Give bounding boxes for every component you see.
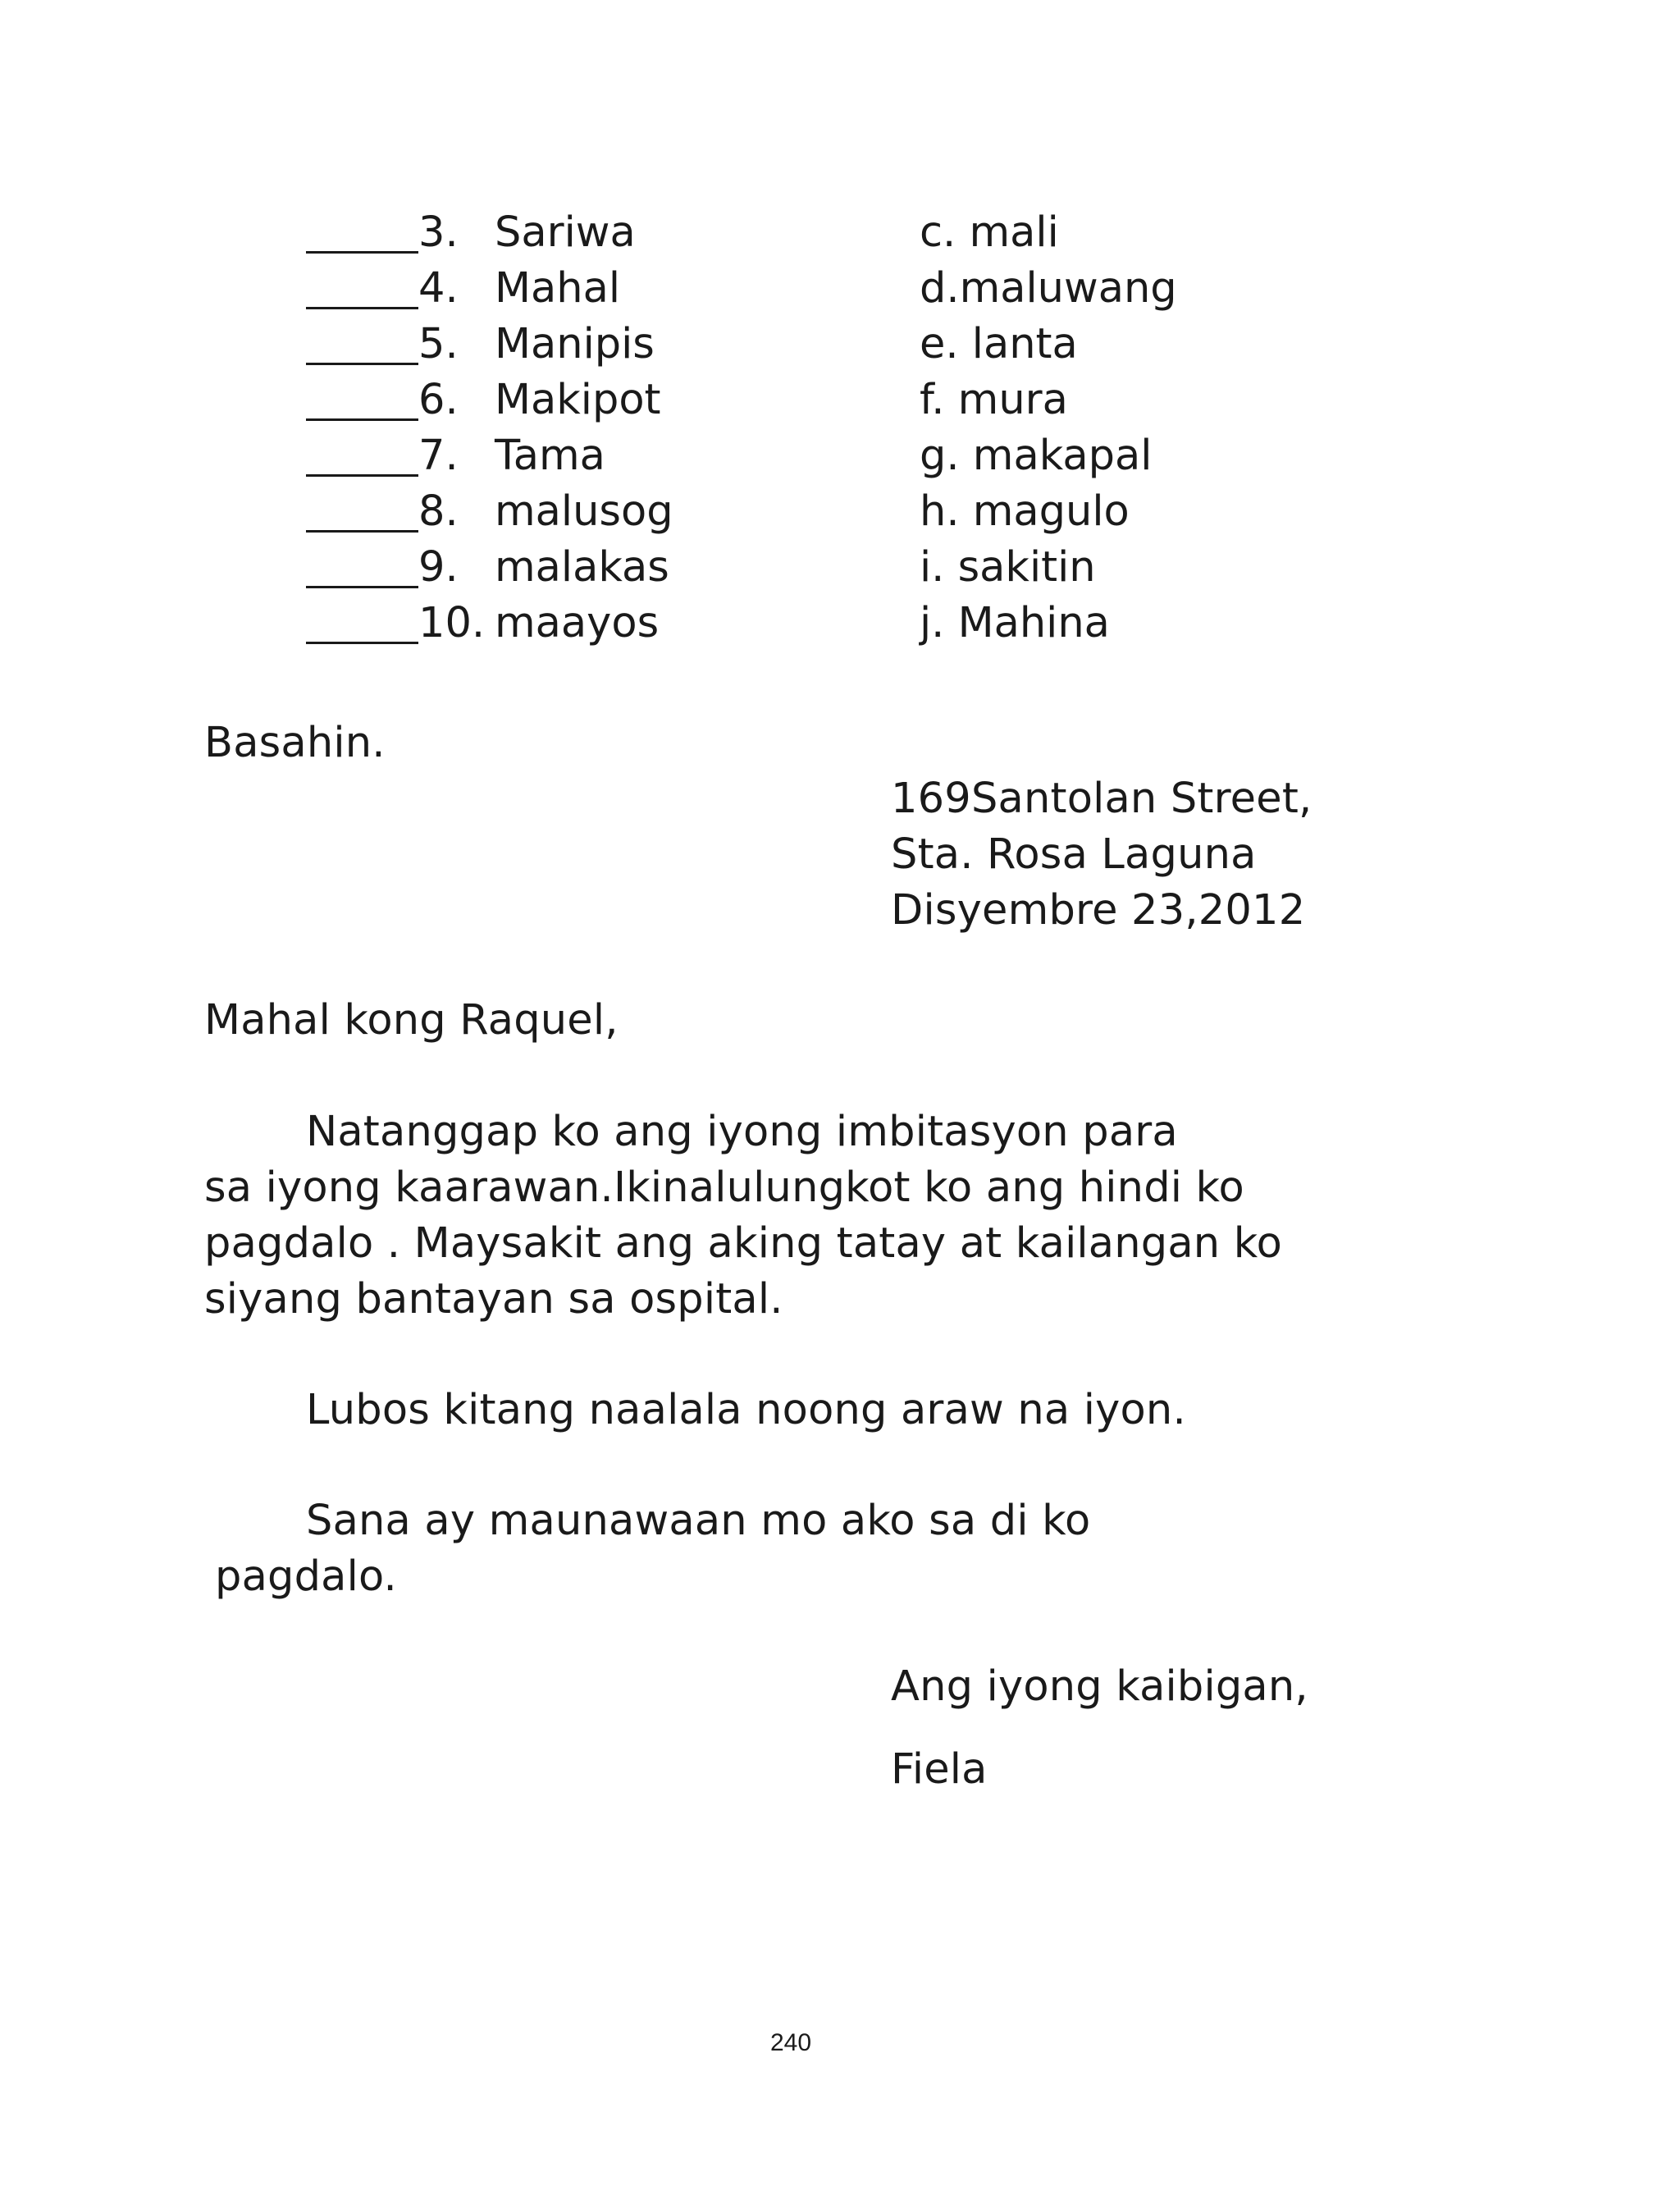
item-number: 7. bbox=[418, 432, 459, 480]
item-word: Manipis bbox=[495, 320, 655, 368]
choice-option: d.maluwang bbox=[920, 264, 1177, 313]
answer-blank[interactable] bbox=[306, 307, 418, 309]
letter-body-line: sa iyong kaarawan.Ikinalulungkot ko ang hindi ko bbox=[204, 1164, 1244, 1212]
answer-blank[interactable] bbox=[306, 586, 418, 588]
answer-blank[interactable] bbox=[306, 251, 418, 254]
item-word: maayos bbox=[495, 599, 660, 647]
letter-date: Disyembre 23,2012 bbox=[891, 886, 1306, 935]
item-number: 9. bbox=[418, 543, 459, 592]
address-line-2: Sta. Rosa Laguna bbox=[891, 830, 1257, 879]
address-line-1: 169Santolan Street, bbox=[891, 775, 1312, 823]
choice-option: e. lanta bbox=[920, 320, 1078, 368]
matching-row bbox=[306, 484, 1290, 540]
letter-signature: Fiela bbox=[891, 1745, 988, 1794]
item-word: Mahal bbox=[495, 264, 620, 313]
choice-option: g. makapal bbox=[920, 432, 1153, 480]
item-word: malusog bbox=[495, 487, 673, 536]
item-word: Tama bbox=[495, 432, 605, 480]
matching-exercise bbox=[306, 205, 1290, 652]
letter-salutation: Mahal kong Raquel, bbox=[204, 996, 619, 1045]
item-word: malakas bbox=[495, 543, 669, 592]
letter-body-line: pagdalo. bbox=[215, 1552, 397, 1601]
choice-option: f. mura bbox=[920, 376, 1068, 424]
letter-body-line: Natanggap ko ang iyong imbitasyon para bbox=[306, 1108, 1178, 1156]
item-number: 3. bbox=[418, 208, 459, 257]
matching-row bbox=[306, 428, 1290, 484]
matching-row bbox=[306, 317, 1290, 373]
answer-blank[interactable] bbox=[306, 642, 418, 644]
matching-row bbox=[306, 205, 1290, 261]
answer-blank[interactable] bbox=[306, 418, 418, 421]
matching-row bbox=[306, 373, 1290, 428]
choice-option: i. sakitin bbox=[920, 543, 1096, 592]
letter-closing: Ang iyong kaibigan, bbox=[891, 1662, 1308, 1711]
matching-row bbox=[306, 596, 1290, 652]
instruction-text: Basahin. bbox=[204, 719, 386, 767]
choice-option: h. magulo bbox=[920, 487, 1130, 536]
answer-blank[interactable] bbox=[306, 363, 418, 365]
item-word: Makipot bbox=[495, 376, 661, 424]
item-number: 5. bbox=[418, 320, 459, 368]
matching-row bbox=[306, 540, 1290, 596]
letter-body-line: pagdalo . Maysakit ang aking tatay at kailangan ko bbox=[204, 1219, 1283, 1268]
page-number: 240 bbox=[769, 2029, 812, 2056]
answer-blank[interactable] bbox=[306, 474, 418, 477]
letter-body-line: siyang bantayan sa ospital. bbox=[204, 1275, 783, 1324]
item-number: 8. bbox=[418, 487, 459, 536]
choice-option: j. Mahina bbox=[920, 599, 1110, 647]
item-word: Sariwa bbox=[495, 208, 636, 257]
answer-blank[interactable] bbox=[306, 530, 418, 533]
letter-body-line: Lubos kitang naalala noong araw na iyon. bbox=[306, 1386, 1186, 1434]
item-number: 4. bbox=[418, 264, 459, 313]
item-number: 10. bbox=[418, 599, 486, 647]
item-number: 6. bbox=[418, 376, 459, 424]
choice-option: c. mali bbox=[920, 208, 1059, 257]
letter-body-line: Sana ay maunawaan mo ako sa di ko bbox=[306, 1497, 1091, 1545]
matching-row bbox=[306, 261, 1290, 317]
